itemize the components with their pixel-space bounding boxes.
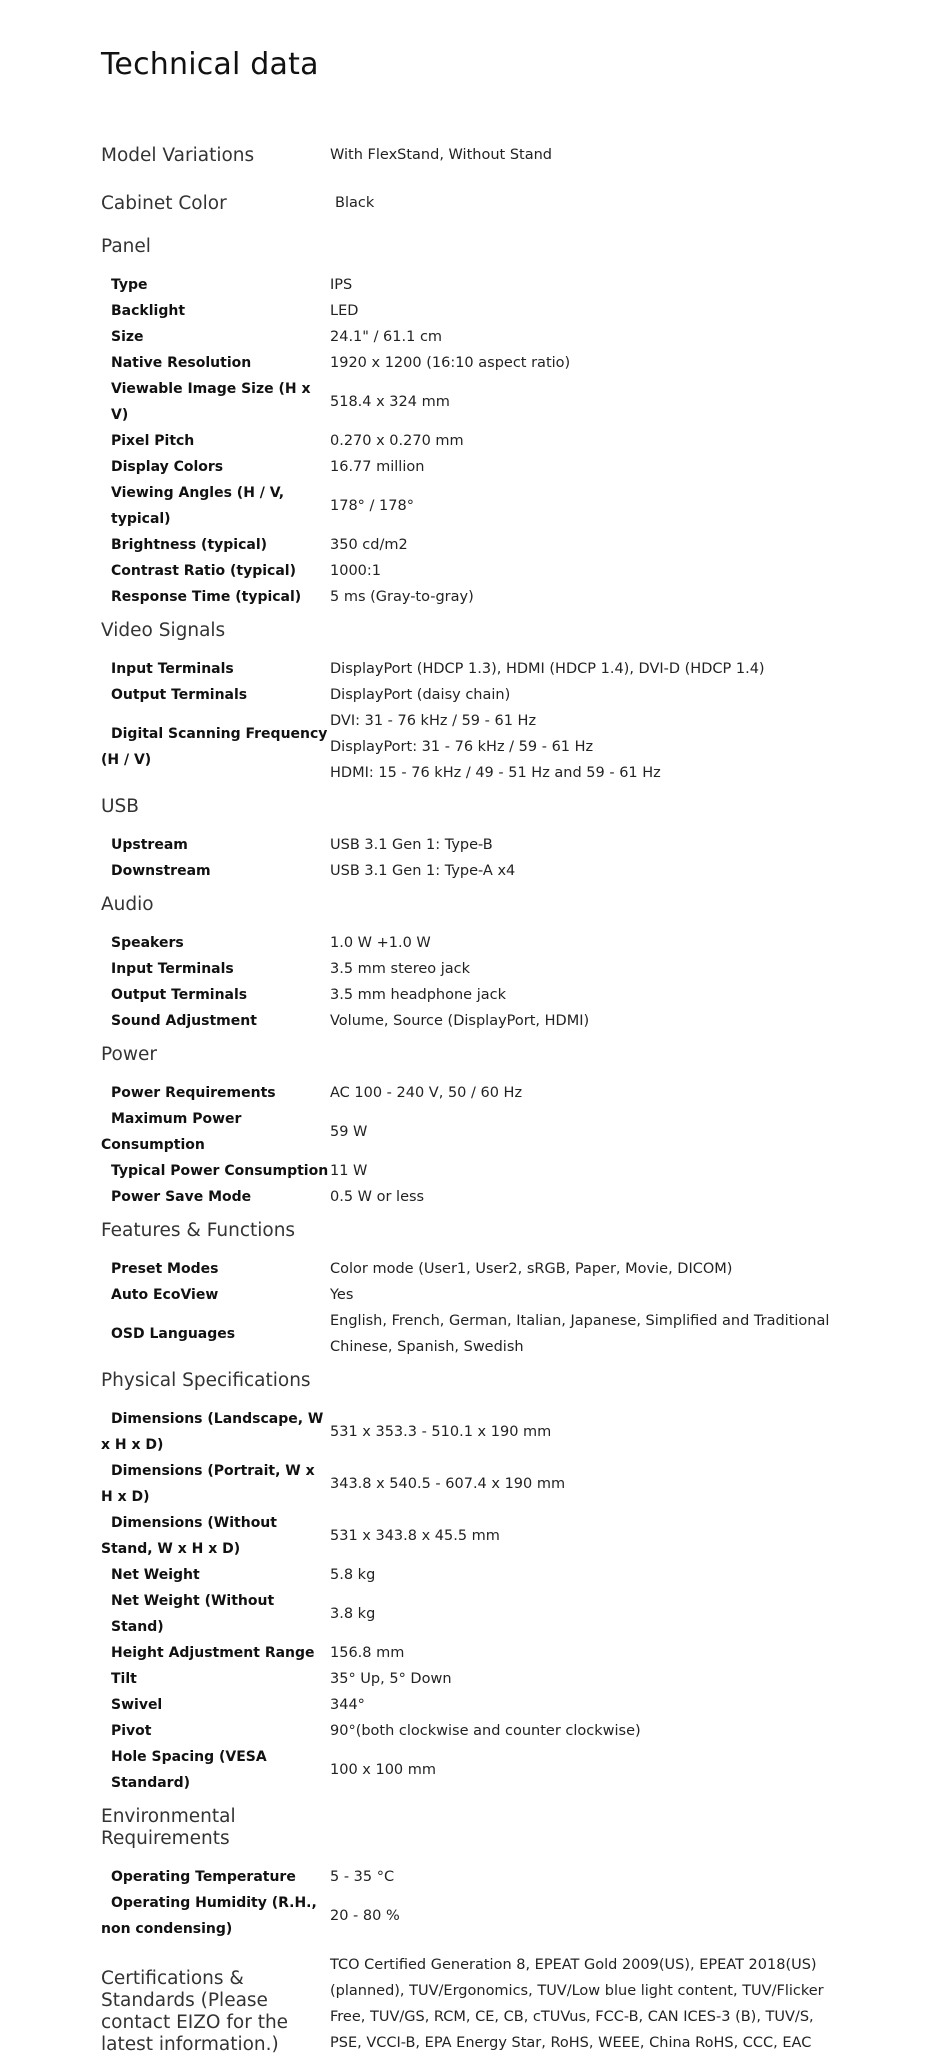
spec-row <box>101 454 925 480</box>
spec-value <box>330 1008 830 1034</box>
spec-value <box>330 708 830 786</box>
spec-value-line: 350 cd/m2 <box>330 537 408 553</box>
spec-key: Hole Spacing (VESA Standard) <box>111 1749 267 1791</box>
spec-value-line: 3.5 mm stereo jack <box>330 961 471 977</box>
spec-row <box>101 558 925 584</box>
spec-row <box>101 480 925 532</box>
spec-row <box>101 1080 925 1106</box>
spec-row <box>101 1510 925 1562</box>
section-heading: USB <box>101 796 139 817</box>
spec-section <box>101 894 925 1034</box>
spec-section <box>101 1370 925 1796</box>
spec-value-line: 156.8 mm <box>330 1645 405 1661</box>
spec-value <box>330 1471 830 1497</box>
spec-value-line: 90°(both clockwise and counter clockwise) <box>330 1723 641 1739</box>
spec-key: Typical Power Consumption <box>111 1163 329 1179</box>
spec-key: Upstream <box>111 837 188 853</box>
spec-value <box>330 832 830 858</box>
spec-value-line: 531 x 343.8 x 45.5 mm <box>330 1528 500 1544</box>
spec-value-line: English, French, German, Italian, Japanese, Simplified and Traditional Chinese, Spanish, Swedish <box>330 1313 830 1355</box>
spec-value-line: Yes <box>330 1287 354 1303</box>
spec-value-line: DisplayPort: 31 - 76 kHz / 59 - 61 Hz <box>330 739 594 755</box>
spec-section <box>101 1220 925 1360</box>
spec-value-line: 5 - 35 °C <box>330 1869 395 1885</box>
spec-row <box>101 708 925 786</box>
spec-key: Output Terminals <box>111 987 248 1003</box>
spec-key: Native Resolution <box>111 355 252 371</box>
cabinet-color-row <box>101 188 925 218</box>
spec-row <box>101 1640 925 1666</box>
spec-row <box>101 1562 925 1588</box>
spec-value <box>330 1601 830 1627</box>
spec-row <box>101 1890 925 1942</box>
section-heading: Video Signals <box>101 620 226 641</box>
spec-row <box>101 1718 925 1744</box>
spec-value <box>330 1640 830 1666</box>
spec-section <box>101 1044 925 1210</box>
page-title: Technical data <box>101 47 319 82</box>
spec-value <box>330 558 830 584</box>
spec-key: Display Colors <box>111 459 224 475</box>
spec-key: Size <box>111 329 144 345</box>
spec-value-line: 5 ms (Gray-to-gray) <box>330 589 474 605</box>
spec-value <box>330 454 830 480</box>
spec-value-line: USB 3.1 Gen 1: Type-A x4 <box>330 863 516 879</box>
spec-key: Output Terminals <box>111 687 248 703</box>
spec-value-line: DVI: 31 - 76 kHz / 59 - 61 Hz <box>330 713 537 729</box>
spec-key: Net Weight <box>111 1567 200 1583</box>
spec-row <box>101 1666 925 1692</box>
spec-value-line: 344° <box>330 1697 365 1713</box>
spec-key: Contrast Ratio (typical) <box>111 563 296 579</box>
spec-key: Pivot <box>111 1723 152 1739</box>
spec-value-line: 5.8 kg <box>330 1567 376 1583</box>
spec-row <box>101 1406 925 1458</box>
spec-row <box>101 1308 925 1360</box>
spec-key: Power Requirements <box>111 1085 276 1101</box>
spec-section <box>101 796 925 884</box>
spec-key: Maximum Power Consumption <box>101 1111 242 1153</box>
section-heading: Environmental Requirements <box>101 1806 236 1849</box>
spec-value-line: 178° / 178° <box>330 498 414 514</box>
spec-value <box>330 858 830 884</box>
spec-value <box>330 956 830 982</box>
spec-value <box>330 1692 830 1718</box>
spec-value <box>330 682 830 708</box>
spec-value-line: 343.8 x 540.5 - 607.4 x 190 mm <box>330 1476 566 1492</box>
spec-value <box>330 1419 830 1445</box>
model-variations-value: With FlexStand, Without Stand <box>330 147 552 163</box>
spec-value <box>330 1256 830 1282</box>
spec-row <box>101 1588 925 1640</box>
spec-key: Preset Modes <box>111 1261 219 1277</box>
spec-key: Downstream <box>111 863 211 879</box>
spec-value-line: 518.4 x 324 mm <box>330 394 450 410</box>
spec-value-line: 531 x 353.3 - 510.1 x 190 mm <box>330 1424 552 1440</box>
spec-key: Digital Scanning Frequency (H / V) <box>101 726 328 768</box>
spec-value <box>330 1562 830 1588</box>
section-heading: Physical Specifications <box>101 1370 311 1391</box>
spec-row <box>101 682 925 708</box>
spec-row <box>101 832 925 858</box>
spec-row <box>101 1158 925 1184</box>
spec-key: Dimensions (Landscape, W x H x D) <box>101 1411 324 1453</box>
spec-row <box>101 298 925 324</box>
spec-section <box>101 620 925 786</box>
spec-value-line: IPS <box>330 277 353 293</box>
spec-key: Dimensions (Without Stand, W x H x D) <box>101 1515 277 1557</box>
spec-key: Input Terminals <box>111 961 234 977</box>
spec-value <box>330 389 830 415</box>
spec-key: Sound Adjustment <box>111 1013 257 1029</box>
spec-value <box>330 1666 830 1692</box>
spec-row <box>101 350 925 376</box>
cabinet-color-label: Cabinet Color <box>101 192 227 214</box>
certifications-label: Certifications & Standards (Please contact EIZO for the latest information.) <box>101 1968 289 2055</box>
spec-key: Viewable Image Size (H x V) <box>111 381 311 423</box>
spec-value <box>330 1158 830 1184</box>
spec-value-line: Color mode (User1, User2, sRGB, Paper, Movie, DICOM) <box>330 1261 733 1277</box>
spec-value-line: 1920 x 1200 (16:10 aspect ratio) <box>330 355 571 371</box>
spec-key: Speakers <box>111 935 184 951</box>
spec-value <box>330 1282 830 1308</box>
certifications-row <box>101 1952 925 2056</box>
spec-key: Swivel <box>111 1697 163 1713</box>
spec-value <box>330 930 830 956</box>
spec-row <box>101 1282 925 1308</box>
spec-row <box>101 1692 925 1718</box>
spec-row <box>101 584 925 610</box>
section-heading: Power <box>101 1044 157 1065</box>
spec-row <box>101 1744 925 1796</box>
spec-key: Pixel Pitch <box>111 433 195 449</box>
spec-key: Brightness (typical) <box>111 537 268 553</box>
spec-key: Backlight <box>111 303 186 319</box>
spec-list <box>101 140 925 2056</box>
spec-row <box>101 858 925 884</box>
spec-key: Auto EcoView <box>111 1287 219 1303</box>
spec-value <box>330 272 830 298</box>
spec-value-line: 0.5 W or less <box>330 1189 425 1205</box>
spec-value <box>330 656 830 682</box>
spec-sections <box>101 236 925 1942</box>
spec-value <box>330 428 830 454</box>
spec-value <box>330 1718 830 1744</box>
model-variations-row <box>101 140 925 170</box>
section-heading: Panel <box>101 236 151 257</box>
spec-key: Power Save Mode <box>111 1189 252 1205</box>
spec-value <box>330 532 830 558</box>
spec-value <box>330 982 830 1008</box>
spec-key: Height Adjustment Range <box>111 1645 315 1661</box>
spec-row <box>101 930 925 956</box>
spec-key: Operating Humidity (R.H., non condensing) <box>101 1895 317 1937</box>
spec-value-line: 24.1" / 61.1 cm <box>330 329 443 345</box>
spec-row <box>101 376 925 428</box>
spec-row <box>101 1256 925 1282</box>
spec-value <box>330 1864 830 1890</box>
spec-value-line: 0.270 x 0.270 mm <box>330 433 464 449</box>
model-variations-label: Model Variations <box>101 144 255 166</box>
certifications-value: TCO Certified Generation 8, EPEAT Gold 2009(US), EPEAT 2018(US) (planned), TUV/Ergonomics, TUV/Low blue light content, TUV/Flicker Free, TUV/GS, RCM, CE, CB, cTUVus, FCC-B, CAN ICES-3 (B), TUV/S, PSE, VCCI-B, EPA Energy Star, RoHS, WEEE, China RoHS, CCC, EAC <box>330 1957 824 2051</box>
spec-key: Dimensions (Portrait, W x H x D) <box>101 1463 315 1505</box>
cabinet-color-value: Black <box>335 195 375 211</box>
spec-value-line: 3.5 mm headphone jack <box>330 987 506 1003</box>
spec-value-line: 3.8 kg <box>330 1606 376 1622</box>
spec-key: Type <box>111 277 148 293</box>
spec-row <box>101 982 925 1008</box>
spec-key: Viewing Angles (H / V, typical) <box>111 485 285 527</box>
spec-value-line: 20 - 80 % <box>330 1908 400 1924</box>
spec-row <box>101 1008 925 1034</box>
spec-row <box>101 656 925 682</box>
spec-value <box>330 493 830 519</box>
spec-value-line: 100 x 100 mm <box>330 1762 437 1778</box>
spec-value-line: 35° Up, 5° Down <box>330 1671 452 1687</box>
spec-row <box>101 324 925 350</box>
spec-row <box>101 956 925 982</box>
spec-value-line: 11 W <box>330 1163 368 1179</box>
spec-row <box>101 428 925 454</box>
spec-value-line: AC 100 - 240 V, 50 / 60 Hz <box>330 1085 523 1101</box>
spec-value-line: USB 3.1 Gen 1: Type-B <box>330 837 493 853</box>
spec-row <box>101 1864 925 1890</box>
spec-value-line: Volume, Source (DisplayPort, HDMI) <box>330 1013 590 1029</box>
spec-key: Net Weight (Without Stand) <box>111 1593 275 1635</box>
spec-value-line: 59 W <box>330 1124 368 1140</box>
spec-value <box>330 350 830 376</box>
spec-section <box>101 236 925 610</box>
spec-value <box>330 1308 830 1360</box>
spec-value <box>330 324 830 350</box>
spec-value-line: 1000:1 <box>330 563 382 579</box>
spec-value <box>330 1523 830 1549</box>
section-heading: Audio <box>101 894 154 915</box>
spec-value-line: 1.0 W +1.0 W <box>330 935 431 951</box>
spec-row <box>101 1184 925 1210</box>
spec-value <box>330 584 830 610</box>
spec-value-line: HDMI: 15 - 76 kHz / 49 - 51 Hz and 59 - 61 Hz <box>330 765 661 781</box>
spec-row <box>101 272 925 298</box>
spec-value <box>330 298 830 324</box>
spec-key: Tilt <box>111 1671 137 1687</box>
spec-row <box>101 532 925 558</box>
spec-value-line: 16.77 million <box>330 459 425 475</box>
spec-value <box>330 1119 830 1145</box>
spec-value-line: DisplayPort (HDCP 1.3), HDMI (HDCP 1.4), DVI-D (HDCP 1.4) <box>330 661 765 677</box>
spec-row <box>101 1458 925 1510</box>
spec-value <box>330 1757 830 1783</box>
spec-key: Operating Temperature <box>111 1869 296 1885</box>
spec-row <box>101 1106 925 1158</box>
spec-value <box>330 1903 830 1929</box>
spec-section <box>101 1806 925 1942</box>
spec-key: Input Terminals <box>111 661 234 677</box>
spec-value-line: DisplayPort (daisy chain) <box>330 687 511 703</box>
spec-value-line: LED <box>330 303 359 319</box>
spec-key: OSD Languages <box>111 1326 236 1342</box>
spec-value <box>330 1184 830 1210</box>
section-heading: Features & Functions <box>101 1220 296 1241</box>
spec-value <box>330 1080 830 1106</box>
spec-key: Response Time (typical) <box>111 589 302 605</box>
